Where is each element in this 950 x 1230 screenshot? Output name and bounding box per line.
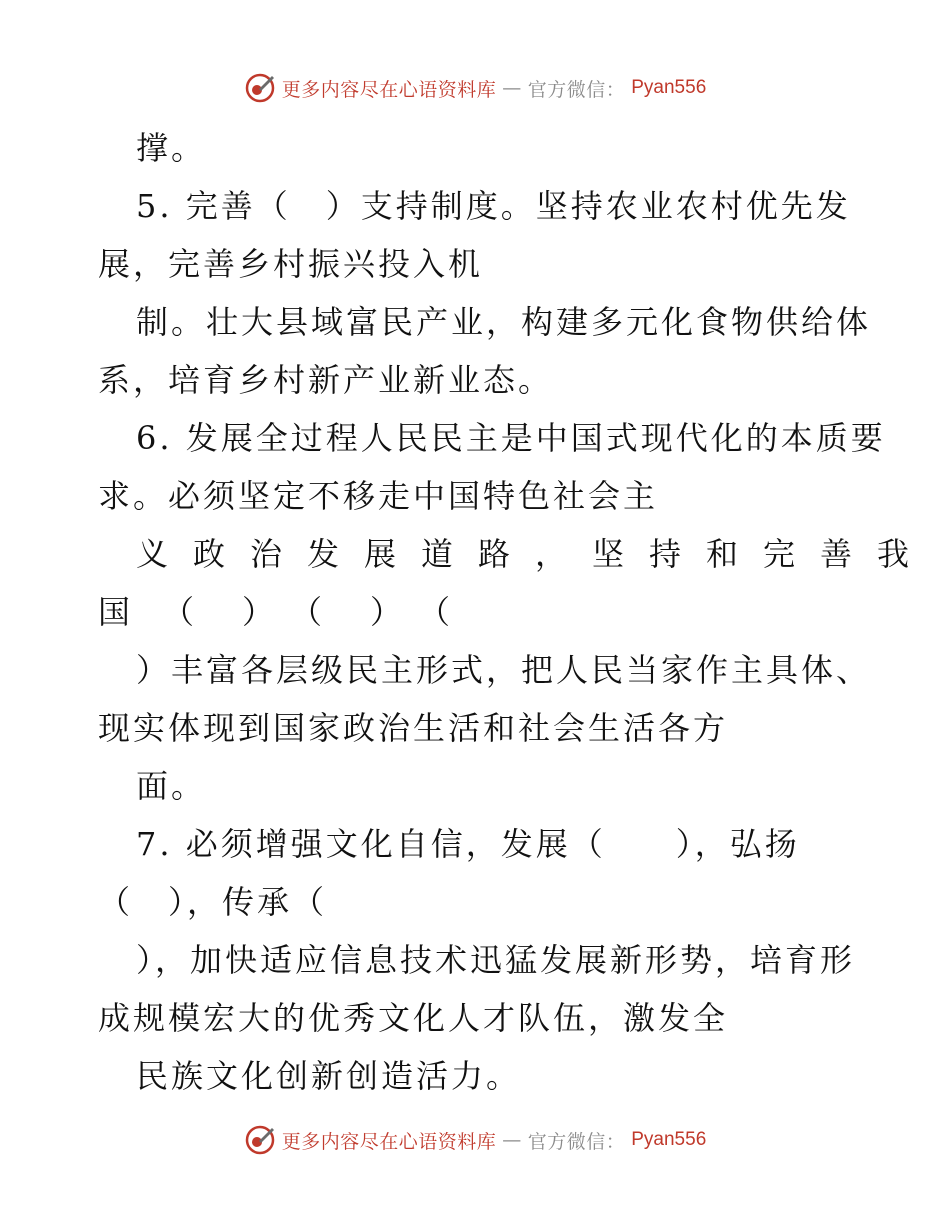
- text-line: 现实体现到国家政治生活和社会生活各方: [98, 709, 729, 747]
- watermark-official-text: 官方微信：: [527, 78, 626, 101]
- watermark-dash: —: [502, 77, 522, 99]
- header-watermark: [0, 72, 950, 104]
- text-line: （ ），传承（: [98, 883, 328, 921]
- text-line: 系，培育乡村新产业新业态。: [98, 361, 554, 399]
- text-line: 撑。: [136, 129, 207, 167]
- text-line: 国 （ ） （ ） （: [98, 593, 459, 631]
- text-line: 面。: [136, 767, 207, 805]
- text-line: 义政治发展道路，坚持和完善我: [136, 535, 935, 573]
- footer-watermark: [0, 1124, 950, 1156]
- watermark-brand-text: 更多内容尽在心语资料库: [281, 78, 497, 101]
- text-line: 展，完善乡村振兴投入机: [98, 245, 484, 283]
- text-line: 制。壮大县域富民产业，构建多元化食物供给体: [136, 303, 872, 341]
- text-line: 民族文化创新创造活力。: [136, 1057, 522, 1095]
- text-line: 成规模宏大的优秀文化人才队伍，激发全: [98, 999, 729, 1037]
- text-line: 6. 发展全过程人民民主是中国式现代化的本质要: [136, 419, 886, 457]
- pen-circle-logo-icon: [244, 1124, 276, 1156]
- text-line: ）丰富各层级民主形式，把人民当家作主具体、: [136, 651, 872, 689]
- text-line: 求。必须坚定不移走中国特色社会主: [98, 477, 659, 515]
- text-line: 5. 完善（ ）支持制度。坚持农业农村优先发: [136, 187, 851, 225]
- watermark-wechat-id: Pyan556: [631, 77, 707, 98]
- watermark-dash: —: [502, 1129, 522, 1151]
- watermark-wechat-id: Pyan556: [631, 1129, 707, 1150]
- pen-circle-logo-icon: [244, 72, 276, 104]
- watermark-brand-text: 更多内容尽在心语资料库: [281, 1130, 497, 1153]
- watermark-official-text: 官方微信：: [527, 1130, 626, 1153]
- text-line: ），加快适应信息技术迅猛发展新形势，培育形: [136, 941, 856, 979]
- text-line: 7. 必须增强文化自信，发展（ ），弘扬: [136, 825, 800, 863]
